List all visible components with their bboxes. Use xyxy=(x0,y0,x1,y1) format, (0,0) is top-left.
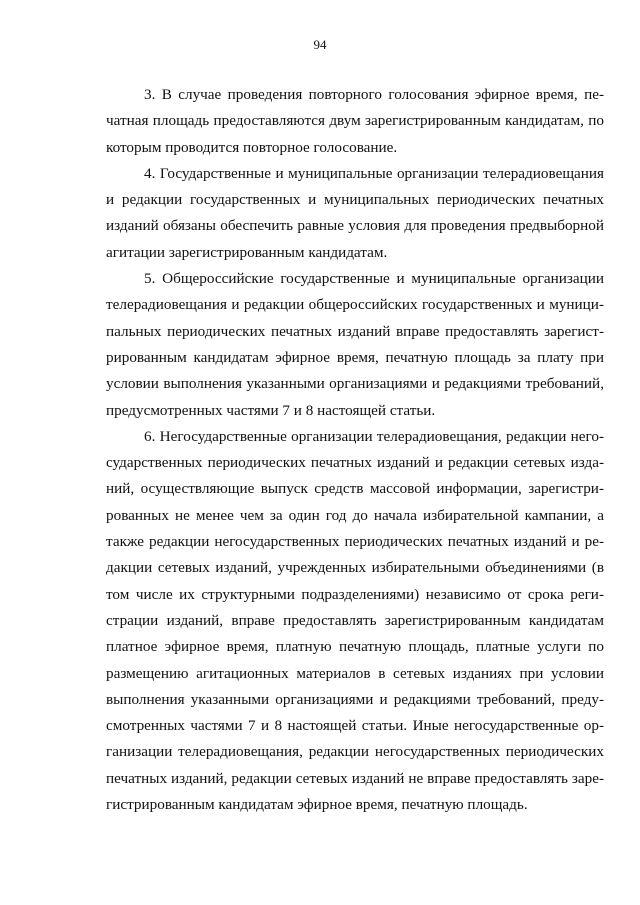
paragraph-5: 5. Общероссийские государственные и муниципальные организации телерадиовещания и редакции общероссийских государственных и муниципальных периодических печатных изданий вправе предоставлять зарегистрированным кандидатам эфирное время, печатную площадь за плату при условии выполнения указанными организациями и редакциями требований, предусмотренных частями 7 и 8 настоящей статьи. xyxy=(106,270,604,419)
document-body xyxy=(106,82,604,818)
paragraph-4: 4. Государственные и муниципальные организации телерадиовещания и редакции государственных и муниципальных периодических печатных изданий обязаны обеспечить равные условия для проведения предвыборной агитации зарегистрированным кандидатам. xyxy=(106,164,604,261)
paragraph-3: 3. В случае проведения повторного голосования эфирное время, печатная площадь предоставляются двум зарегистрированным кандидатам, по которым проводится повторное голосование. xyxy=(106,86,604,156)
page-number: 94 xyxy=(313,37,327,52)
paragraph-6: 6. Негосударственные организации телерадиовещания, редакции негосударственных периодических печатных изданий и редакции сетевых изданий, осуществляющие выпуск средств массовой информации, зарегистрированных не менее чем за один год до начала избирательной кампании, а также редакции негосударственных периодических печатных изданий и редакции сетевых изданий, учрежденных избирательными объединениями (в том числе их структурными подразделениями) независимо от срока регистрации изданий, вправе предоставлять зарегистрированным кандидатам платное эфирное время, платную печатную площадь, платные услуги по размещению агитационных материалов в сетевых изданиях при условии выполнения указанными организациями и редакциями требований, предусмотренных частями 7 и 8 настоящей статьи. Иные негосударственные организации телерадиовещания, редакции негосударственных периодических печатных изданий, редакции сетевых изданий не вправе предоставлять зарегистрированным кандидатам эфирное время, печатную площадь. xyxy=(106,427,604,814)
